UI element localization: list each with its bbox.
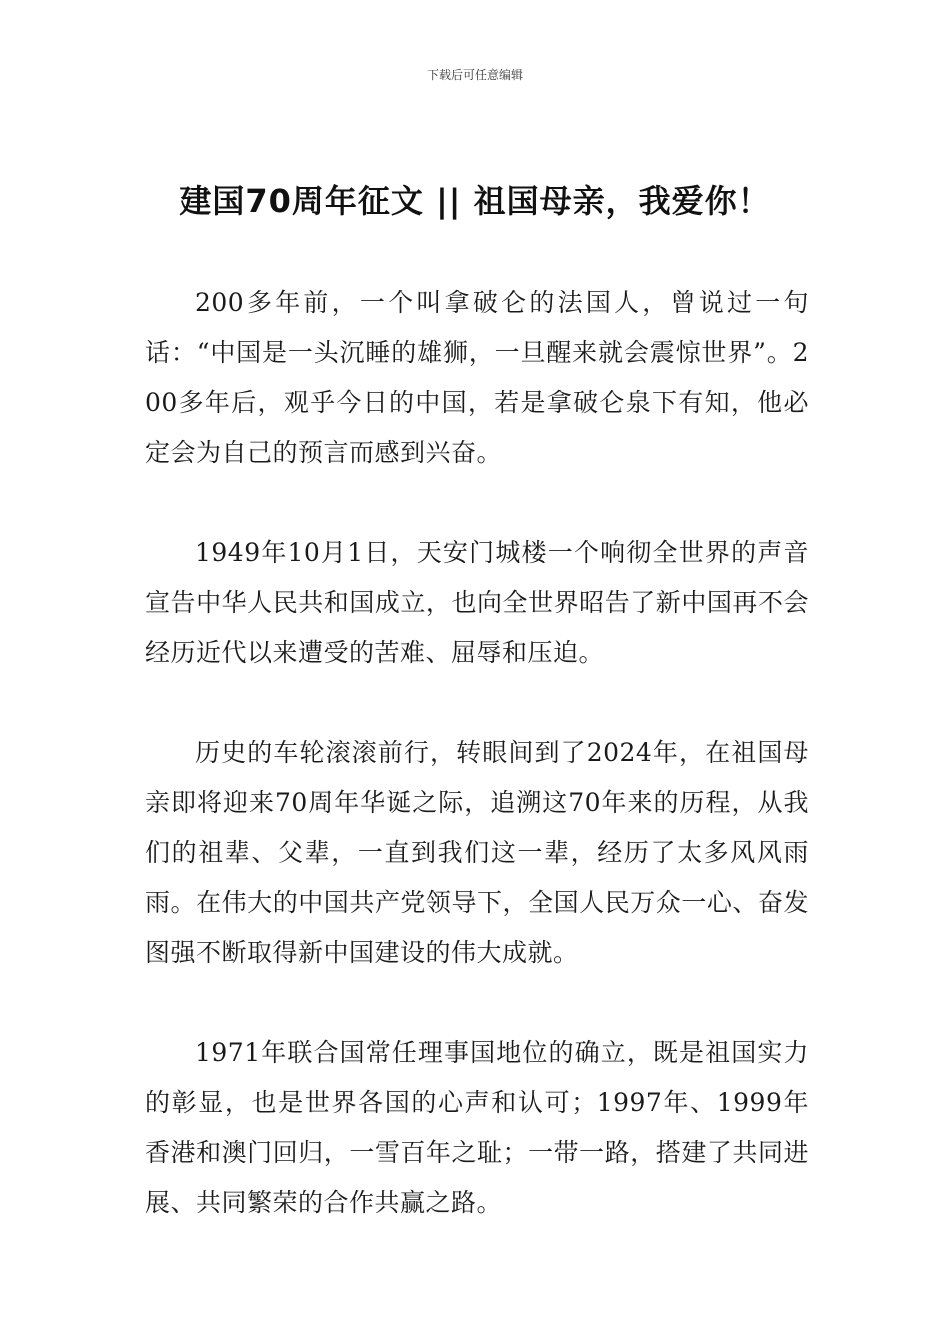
paragraph-1: 200多年前，一个叫拿破仑的法国人，曾说过一句话：“中国是一头沉睡的雄狮，一旦醒来就会震惊世界”。200多年后，观乎今日的中国，若是拿破仑泉下有知，他必定会为自己的预言而感到兴奋。 — [145, 288, 809, 467]
header-note: 下载后可任意编辑 — [426, 68, 523, 82]
document-body — [145, 278, 809, 1278]
document-title: 建国70周年征文 || 祖国母亲，我爱你！ — [179, 182, 771, 220]
paragraph-3: 历史的车轮滚滚前行，转眼间到了2024年，在祖国母亲即将迎来70周年华诞之际，追溯这70年来的历程，从我们的祖辈、父辈，一直到我们这一辈，经历了太多风风雨雨。在伟大的中国共产党领导下，全国人民万众一心、奋发图强不断取得新中国建设的伟大成就。 — [145, 738, 809, 967]
paragraph-2: 1949年10月1日，天安门城楼一个响彻全世界的声音宣告中华人民共和国成立，也向全世界昭告了新中国再不会经历近代以来遭受的苦难、屈辱和压迫。 — [145, 538, 809, 667]
paragraph-4: 1971年联合国常任理事国地位的确立，既是祖国实力的彰显，也是世界各国的心声和认可；1997年、1999年香港和澳门回归，一雪百年之耻；一带一路，搭建了共同进展、共同繁荣的合作共赢之路。 — [145, 1038, 809, 1217]
